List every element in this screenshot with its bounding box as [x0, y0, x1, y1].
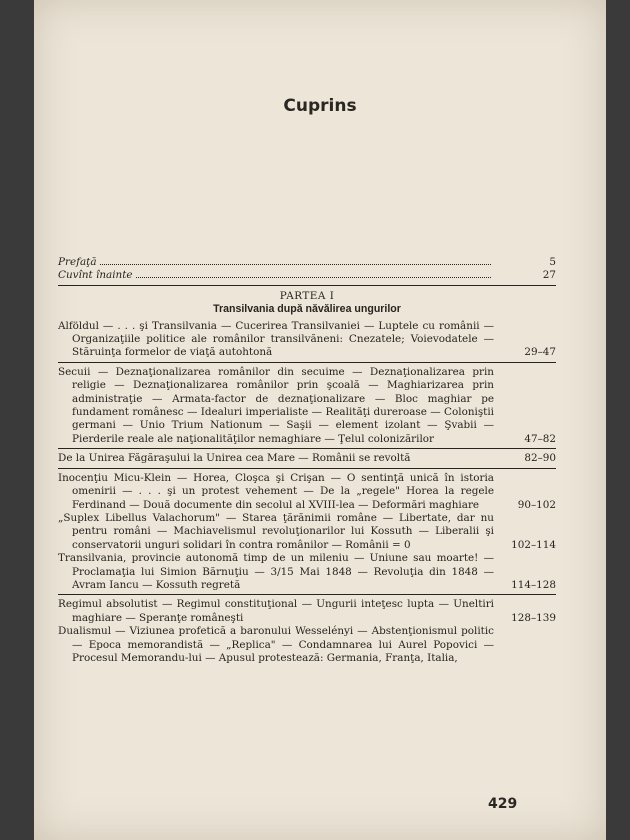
toc-entry — [58, 320, 556, 360]
part-title: Transilvania după năvălirea ungurilor — [213, 303, 401, 316]
toc-entry — [58, 598, 556, 625]
toc-front-matter-row — [58, 269, 556, 282]
book-page — [34, 0, 606, 840]
toc-page-range: 128–139 — [511, 611, 556, 624]
divider — [58, 468, 556, 469]
toc-entry — [58, 512, 556, 552]
toc-page-range: 47–82 — [524, 432, 556, 445]
page-number: 429 — [488, 796, 518, 812]
divider — [58, 362, 556, 363]
toc-page-range: 29–47 — [524, 346, 556, 359]
divider — [58, 285, 556, 286]
toc-entry-text: Regimul absolutist — Regimul constituţional — Ungurii inteţesc lupta — Uneltiri maghiare — Speranţe româneşti — [58, 598, 494, 624]
page-title: Cuprins — [283, 96, 357, 116]
toc-entry-text: „Suplex Libellus Valachorum" — Starea ţărănimii române — Libertate, dar nu pentru români — Machiavelismul revoluţionarilor lui Kossuth — Liberalii şi conservatorii unguri solidari în contra românilor — Românii = 0 — [58, 511, 494, 551]
part-label: PARTEA I — [279, 289, 335, 302]
divider — [58, 594, 556, 595]
toc-entry — [58, 625, 556, 665]
toc-entry — [58, 366, 556, 446]
toc-page-range: 90–102 — [517, 498, 556, 511]
toc-entry-text: De la Unirea Făgăraşului la Unirea cea Mare — Românii se revoltă — [58, 452, 411, 465]
toc-entry-text: Alföldul — . . . şi Transilvania — Cucerirea Transilvaniei — Luptele cu românii — Organizaţiile politice ale românilor transilvăneni: Cnezatele; Voievodatele — Stăruinţa formelor de viaţă autohtonă — [58, 319, 494, 359]
toc-label: Cuvînt înainte — [58, 269, 133, 282]
toc-page-number: 27 — [542, 269, 556, 282]
toc-entry-text: Secuii — Deznaţionalizarea românilor din secuime — Deznaţionalizarea prin religie — Deznaţionalizarea românilor prin şcoală — Maghiarizarea prin administraţie — Armata-factor de deznaţionalizare — Bloc maghiar pe fundament românesc — Idealuri imperialiste — Realităţi dureroase — Coloniştii germani — Unio Trium Nationum — Saşii — element izolant — Şvabii — Pierderile reale ale naţionalităţilor nemaghiare — Ţelul colonizărilor — [58, 365, 494, 445]
toc-entry — [58, 452, 556, 465]
toc-label: Prefaţă — [58, 256, 97, 268]
toc-page-range: 82–90 — [524, 452, 556, 465]
toc-entry-text: Dualismul — Viziunea profetică a baronului Wesselényi — Abstenţionismul politic — Epoca memorandistă — „Replica" — Condamnarea lui Aurel Popovici — Procesul Memorandu-lui — Apusul protestează: Germania, Franţa, Italia, — [58, 625, 494, 664]
toc-front-matter-row — [58, 256, 556, 269]
table-of-contents — [58, 256, 556, 665]
toc-entry — [58, 472, 556, 512]
toc-page-number: 5 — [549, 256, 556, 268]
toc-entry-text: Inocenţiu Micu-Klein — Horea, Cloşca şi Crişan — O sentinţă unică în istoria omenirii — . . . şi un protest vehement — De la „regele" Horea la regele Ferdinand — Două documente din secolul al XVIII-lea — Deformări maghiare — [58, 471, 494, 511]
toc-entry — [58, 552, 556, 592]
toc-entry-text: Transilvania, provincie autonomă timp de un mileniu — Uniune sau moarte! — Proclamaţia lui Simion Bărnuţiu — 3/15 Mai 1848 — Revoluţia din 1848 — Avram Iancu — Kossuth regretă — [58, 552, 494, 591]
toc-page-range: 102–114 — [511, 538, 556, 551]
show-through-text — [34, 0, 606, 300]
divider — [58, 448, 556, 449]
toc-page-range: 114–128 — [511, 578, 556, 591]
